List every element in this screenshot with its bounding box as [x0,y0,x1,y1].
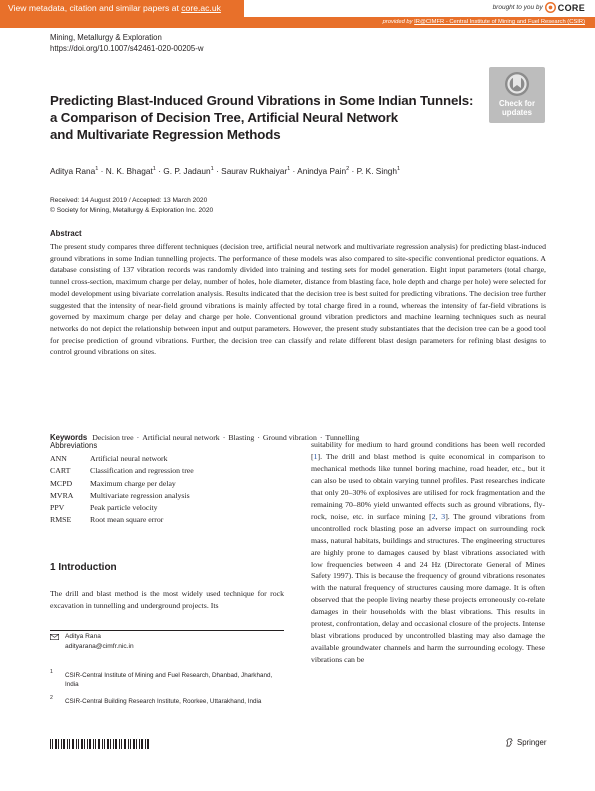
keyword-separator: · [136,433,140,442]
author-list [50,166,400,176]
body-text: suitability for medium to hard ground conditions has been well recorded [ [311,440,545,461]
title-line: Predicting Blast-Induced Ground Vibrations in Some Indian Tunnels: [50,93,474,108]
abbreviation-meaning: Multivariate regression analysis [90,490,190,500]
bookmark-ribbon-icon [504,71,530,97]
keywords-heading: Keywords [50,433,88,442]
springer-horse-icon [505,738,514,747]
correspondence [50,630,284,650]
author-affiliation: 1 [152,166,156,173]
core-logo-text: CORE [557,2,585,13]
author-separator: · [292,166,298,176]
author-affiliation: 1 [287,166,291,173]
abbreviation-meaning: Artificial neural network [90,454,168,463]
keyword-separator: · [222,433,226,442]
core-metadata-link[interactable] [0,0,244,17]
keyword-separator: · [257,433,260,442]
article-dates [50,196,213,216]
received-accepted: Received: 14 August 2019 / Accepted: 13 March 2020 [50,197,208,204]
core-logo-icon [545,2,556,13]
section-heading-introduction: 1 Introduction [50,562,117,573]
brought-by-text: brought to you by [492,4,543,11]
copyright: © Society for Mining, Metallurgy & Exploration Inc. 2020 [50,207,214,214]
abbreviation-row [50,453,194,465]
affiliation-text: CSIR-Central Building Research Institute, Roorkee, Uttarakhand, India [65,698,262,705]
body-text: ]. The ground vibrations from uncontrolled rock blasting pose an adverse impact on surrounding rock mass, natural habitats, buildings and structures. The engineering structures are highly prone to damages caused by blast vibrations associated with low frequencies between 4 and 24 Hz (Directorate General of Mines Safety 1997). This is because the frequency of ground vibrations resonates with the natural frequency of structures causing more damage. It is often observed that the people living nearby these projects erroneously co-relate damages in their households with the blast vibrations. This results in protest, confrontation, delay and occasional closure of the projects. Intense blast vibrations produced by uncontrolled blasting may also damage the available groundwater channels and harm the surrounding ecology. These vibrations can be [311,511,545,665]
paper-title [50,92,480,143]
abbreviation-row [50,478,194,490]
author-affiliation: 1 [397,166,401,173]
core-link-domain[interactable]: core.ac.uk [181,3,221,13]
affiliation-text: CSIR-Central Institute of Mining and Fuel Research, Dhanbad, Jharkhand, India [65,672,273,689]
abbreviation-row [50,514,194,526]
affiliation [50,697,284,706]
keyword: Decision tree [92,433,134,442]
author-affiliation: 2 [346,166,350,173]
abstract-heading: Abstract [50,229,82,238]
title-line: a Comparison of Decision Tree, Artificial Neural Network [50,110,398,125]
corresponding-author-email[interactable]: adityarana@cimfr.nic.in [65,643,134,650]
author-name[interactable]: Anindya Pain [297,166,347,176]
citation-link[interactable]: 1 [313,451,318,461]
publisher-logo [505,738,546,747]
keyword: Blasting [228,433,255,442]
abbreviation: ANN [50,454,67,463]
abbreviation-meaning: Maximum charge per delay [90,478,176,488]
journal-name: Mining, Metallurgy & Exploration [50,33,162,42]
citation-link[interactable]: 2 [431,511,436,521]
provided-by-text: provided by [382,19,413,25]
author-name[interactable]: P. K. Singh [356,166,398,176]
body-text: ]. The drill and blast method is quite economical in comparison to mechanical methods like tunnel boring machine, road header, etc., but it can also be used to obtain varying tunnel profiles. Past researches indicate that only 20–30% of explosives are utilised for rock fragmentation and the remaining 70–80% yield unwanted effects such as ground vibrations, fly-rock, noise, etc. in surface mining [ [311,451,545,521]
author-name[interactable]: G. P. Jadaun [163,166,211,176]
corresponding-author-name: Aditya Rana [65,633,101,640]
author-separator: · [158,166,164,176]
author-name[interactable]: N. K. Bhagat [105,166,153,176]
affiliation [50,671,284,690]
abbreviations-heading: Abbreviations [50,441,98,450]
abstract-text [50,241,546,358]
provider-bar [0,17,595,28]
footnote-rule [50,630,284,631]
affiliation-number: 2 [50,695,53,701]
brought-by [493,2,585,13]
abbreviation-meaning: Root mean square error [90,515,164,525]
title-line: and Multivariate Regression Methods [50,127,281,142]
envelope-icon [50,634,59,640]
author-name[interactable]: Saurav Rukhaiyar [221,166,288,176]
barcode-icon [50,739,150,749]
core-banner [0,0,595,17]
abbreviation-row [50,490,194,502]
abstract-paragraph: The present study compares three different techniques (decision tree, artificial neural network and multivariate regression analysis) for predicting blast-induced ground vibrations in some Indian tunnelling projects. The performance of these models was also compared to site-specific conventional predictor equations. A database consisting of 137 vibration records was randomly divided into training and testing sets for model generation. Eight input parameters (total charge, tunnel cross-section, maximum charge per delay, number of holes, hole diameter, distance from blasting face, hole depth and charge per hole) were selected for model development using bivariate correlation analysis. Results indicated that the decision tree is best suited for predicting vibrations. The decision tree further suggested that the intensity of near-field ground vibrations is mainly affected by total charge fired in a round, whereas the intensity of far-field vibrations is governed by maximum charge per delay and charge per hole. Conventional ground vibration predictors and machine learning techniques such as neural networks do not depict the relationship between input and output parameters. However, the present study substantiates that the decision tree can be a good tool for precise prediction of ground vibrations. Further, the decision tree can classify and relate different blast design parameters for refining blast designs to control ground vibrations on sites. [50,242,546,357]
abbreviation-row [50,502,194,514]
abbreviation: MCPD [50,478,73,488]
check-updates-line2: updates [502,108,532,117]
citation-separator: , [435,511,442,521]
affiliation-number: 1 [50,669,53,675]
publisher-name: Springer [517,738,547,747]
provider-link[interactable]: IR@CIMFR - Central Institute of Mining and Fuel Research (CSIR) [414,19,585,25]
intro-paragraph: The drill and blast method is the most widely used technique for rock excavation in tunnelling and underground projects. Its [50,589,284,610]
abbreviation: RMSE [50,515,72,525]
author-name[interactable]: Aditya Rana [50,166,96,176]
author-separator: · [100,166,106,176]
keyword: Ground vibration [262,433,317,442]
author-affiliation: 1 [95,166,99,173]
author-separator: · [216,166,222,176]
check-for-updates-button[interactable] [489,67,545,123]
author-affiliation: 1 [210,166,214,173]
author-separator: · [351,166,357,176]
keyword: Tunnelling [325,433,360,442]
abbreviation: PPV [50,503,65,513]
body-text-right-column [311,439,545,666]
abbreviation-meaning: Peak particle velocity [90,503,158,513]
abbreviation: MVRA [50,490,74,500]
abbreviations-table [50,453,194,527]
core-link-prefix: View metadata, citation and similar papers at [8,3,182,13]
check-updates-line1: Check for [499,99,535,108]
keyword: Artificial neural network [142,433,220,442]
abbreviation: CART [50,466,71,476]
keyword-separator: · [319,433,323,442]
abbreviation-row [50,465,194,477]
citation-link[interactable]: 3 [441,511,446,521]
doi-link[interactable]: https://doi.org/10.1007/s42461-020-00205-w [50,44,204,53]
abbreviation-meaning: Classification and regression tree [90,466,194,476]
